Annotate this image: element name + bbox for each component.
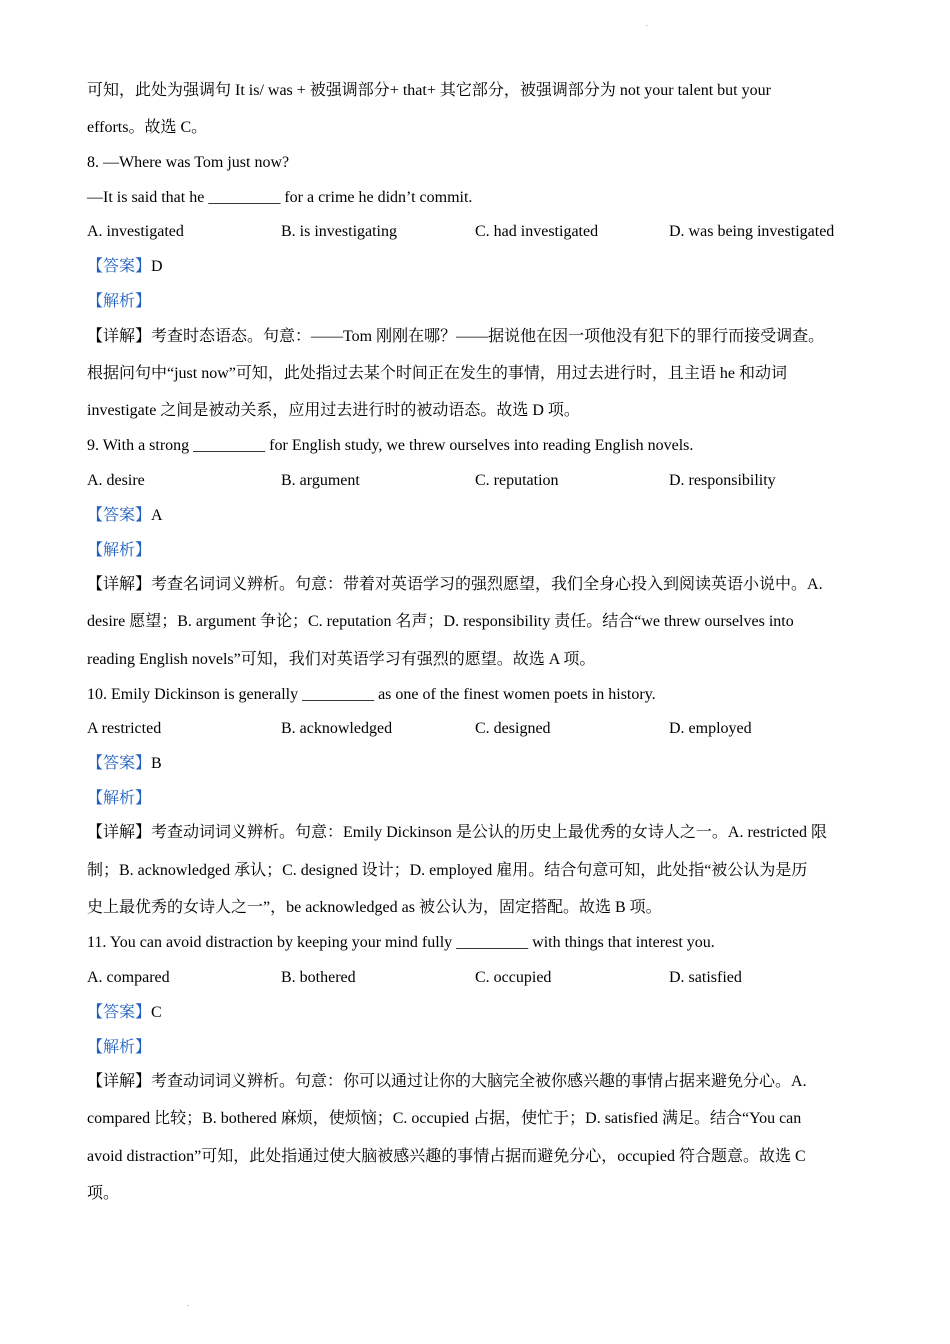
q11-answer [87, 1003, 162, 1023]
q11-detail-line-1 [87, 1072, 807, 1092]
q10-detail-text-1: 考查动词词义辨析。句意：Emily Dickinson 是公认的历史上最优秀的女诗人之一。A. restricted 限 [151, 824, 827, 841]
q10-answer [87, 754, 162, 774]
q9-option-d: D. responsibility [669, 472, 776, 489]
q11-option-a: A. compared [87, 969, 170, 986]
detail-label: 【详解】 [87, 1073, 152, 1090]
q8-option-c: C. had investigated [475, 223, 599, 240]
q9-detail-line-1 [87, 575, 823, 595]
answer-label: 【答案】 [87, 755, 152, 772]
q10-option-d: D. employed [669, 720, 752, 737]
q10-detail-line-2: 制；B. acknowledged 承认；C. designed 设计；D. employed 雇用。结合句意可知，此处指“被公认为是历 [87, 862, 808, 879]
prev-detail-line-2: efforts。故选 C。 [87, 119, 208, 136]
q9-option-a: A. desire [87, 472, 145, 489]
prev-detail-line-1: 可知，此处为强调句 It is/ was + 被强调部分+ that+ 其它部分，被强调部分为 not your talent but your [87, 82, 771, 99]
q8-stem-line-1: 8. —Where was Tom just now? [87, 154, 290, 171]
q10-option-c: C. designed [475, 720, 551, 737]
q11-option-b: B. bothered [281, 969, 356, 986]
q10-stem: 10. Emily Dickinson is generally _________ as one of the finest women poets in history. [87, 686, 656, 703]
analysis-label: 【解析】 [87, 1039, 152, 1056]
q9-detail-text-1: 考查名词词义辨析。句意：带着对英语学习的强烈愿望，我们全身心投入到阅读英语小说中。A. [151, 576, 823, 593]
q11-option-d: D. satisfied [669, 969, 742, 986]
q9-option-b: B. argument [281, 472, 360, 489]
q10-detail-line-3: 史上最优秀的女诗人之一”，be acknowledged as 被公认为，固定搭配。故选 B 项。 [87, 899, 662, 916]
q9-option-c: C. reputation [475, 472, 559, 489]
q8-detail-line-1 [87, 327, 824, 347]
q10-answer-value: B [151, 755, 162, 772]
top-mark: . [646, 19, 648, 28]
q10-option-a: A restricted [87, 720, 162, 737]
q8-stem-line-2: —It is said that he _________ for a crime he didn’t commit. [87, 189, 473, 206]
detail-label: 【详解】 [87, 824, 152, 841]
q8-option-b: B. is investigating [281, 223, 397, 240]
q11-analysis [87, 1038, 151, 1058]
q8-detail-text-1: 考查时态语态。句意：——Tom 刚刚在哪？——据说他在因一项他没有犯下的罪行而接受调查。 [151, 328, 825, 345]
q10-detail-line-1 [87, 823, 827, 843]
q9-detail-line-2: desire 愿望；B. argument 争论；C. reputation 名声；D. responsibility 责任。结合“we threw ourselves into [87, 613, 794, 630]
bottom-mark: . [187, 1299, 189, 1308]
analysis-label: 【解析】 [87, 790, 152, 807]
analysis-label: 【解析】 [87, 293, 152, 310]
q9-stem: 9. With a strong _________ for English study, we threw ourselves into reading English novels. [87, 437, 694, 454]
q9-answer [87, 506, 163, 526]
q11-answer-value: C [151, 1004, 162, 1021]
answer-label: 【答案】 [87, 1004, 152, 1021]
q10-analysis [87, 789, 151, 809]
detail-label: 【详解】 [87, 328, 152, 345]
q8-answer-value: D [151, 258, 163, 275]
q11-detail-line-2: compared 比较；B. bothered 麻烦，使烦恼；C. occupied 占据，使忙于；D. satisfied 满足。结合“You can [87, 1110, 802, 1127]
answer-label: 【答案】 [87, 258, 152, 275]
q11-option-c: C. occupied [475, 969, 552, 986]
q11-detail-text-1: 考查动词词义辨析。句意：你可以通过让你的大脑完全被你感兴趣的事情占据来避免分心。A. [151, 1073, 807, 1090]
q8-analysis [87, 292, 151, 312]
q8-option-a: A. investigated [87, 223, 184, 240]
answer-label: 【答案】 [87, 507, 152, 524]
q11-detail-line-4: 项。 [87, 1185, 120, 1202]
analysis-label: 【解析】 [87, 542, 152, 559]
q9-analysis [87, 541, 151, 561]
q11-stem: 11. You can avoid distraction by keeping your mind fully _________ with things that interest you. [87, 934, 715, 951]
detail-label: 【详解】 [87, 576, 152, 593]
q8-answer [87, 257, 163, 277]
q8-option-d: D. was being investigated [669, 223, 835, 240]
q11-detail-line-3: avoid distraction”可知，此处指通过使大脑被感兴趣的事情占据而避免分心，occupied 符合题意。故选 C [87, 1148, 806, 1165]
q10-option-b: B. acknowledged [281, 720, 393, 737]
q8-detail-line-3: investigate 之间是被动关系，应用过去进行时的被动语态。故选 D 项。 [87, 402, 580, 419]
q8-detail-line-2: 根据问句中“just now”可知，此处指过去某个时间正在发生的事情，用过去进行时，且主语 he 和动词 [87, 365, 787, 382]
q9-detail-line-3: reading English novels”可知，我们对英语学习有强烈的愿望。故选 A 项。 [87, 651, 596, 668]
q9-answer-value: A [151, 507, 163, 524]
